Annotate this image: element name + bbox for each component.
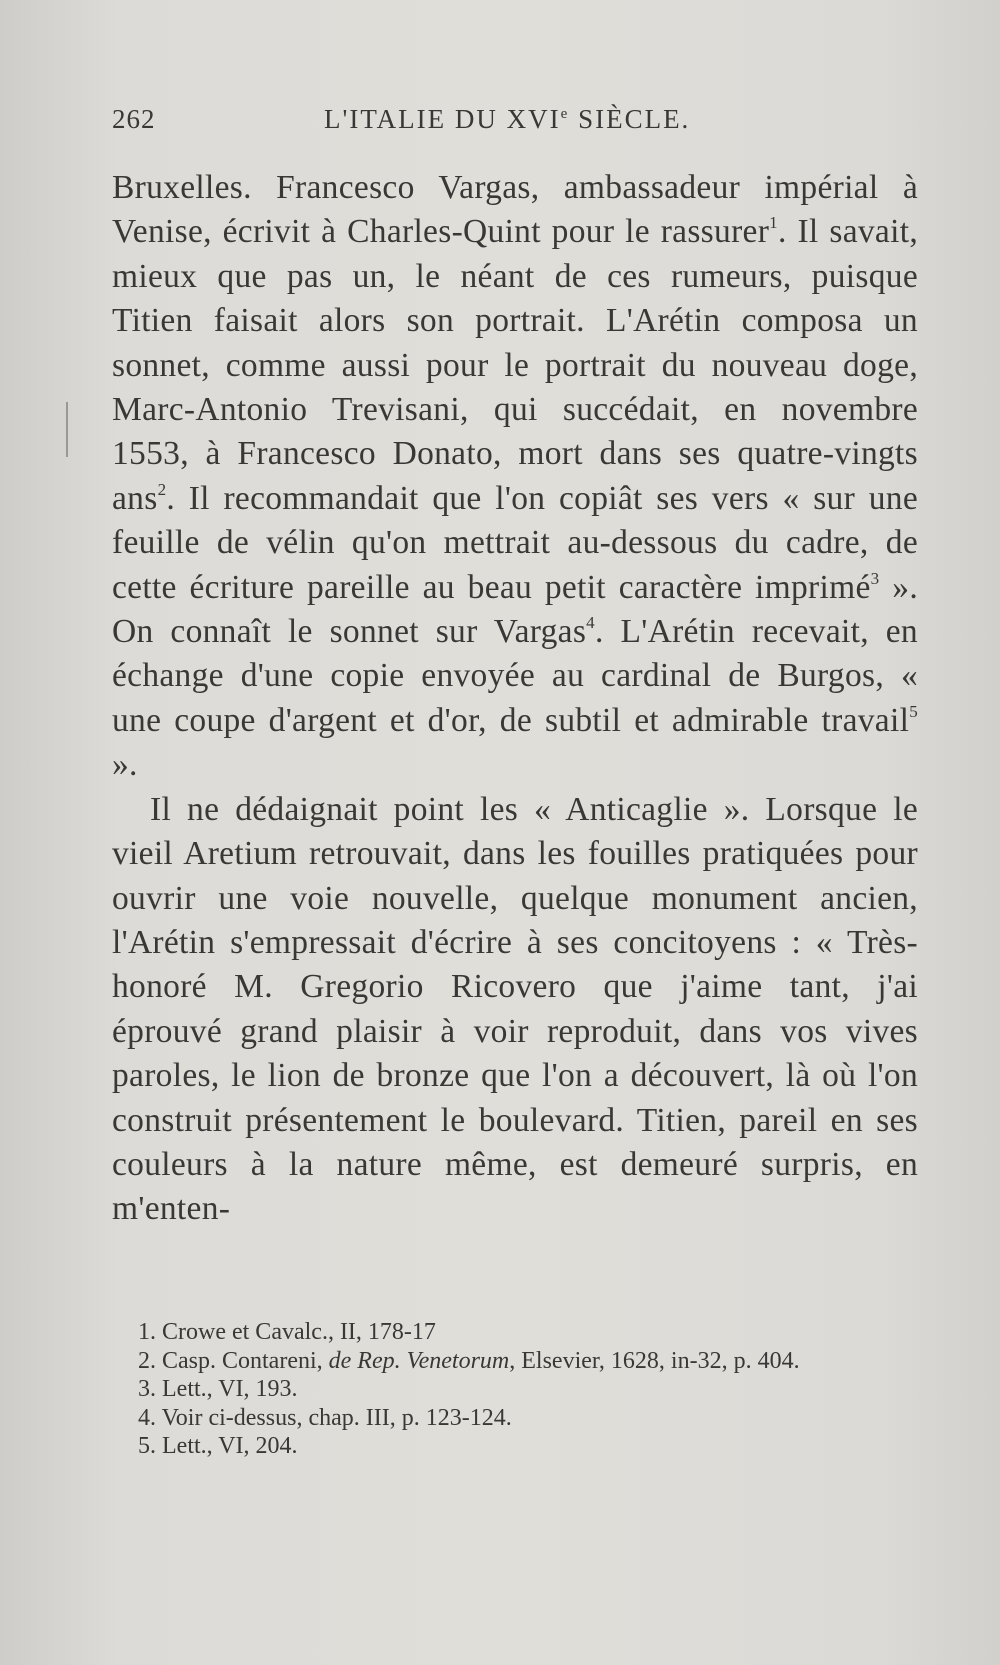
footnote-2	[112, 1347, 918, 1376]
paragraph-1-text-1: Bruxelles. Francesco Vargas, ambassadeur impérial à Venise, écrivit à Charles-Quint pour le rassurer	[112, 169, 918, 251]
footnote-4: 4. Voir ci-dessus, chap. III, p. 123-124.	[138, 1404, 512, 1431]
footnote-ref-5: 5	[909, 701, 918, 721]
running-title	[324, 104, 690, 135]
footnote-2-text-c: , Elsevier, 1628, in-32, p. 404.	[509, 1347, 800, 1374]
footnote-ref-3: 3	[870, 568, 880, 588]
footnote-2-title: de Rep. Venetorum	[328, 1347, 510, 1374]
paragraph-1	[112, 166, 918, 788]
page-header	[112, 104, 912, 144]
paragraph-1-text-6: ».	[112, 746, 138, 784]
running-title-main: L'ITALIE DU XVI	[324, 104, 561, 134]
paragraph-1-text-4: ». On connaît le sonnet sur Vargas	[112, 568, 918, 651]
page-number: 262	[112, 104, 156, 134]
paragraph-1-text-2: . Il savait, mieux que pas un, le néant de ces rumeurs, puisque Titien faisait alors son portrait. L'Arétin composa un sonnet, comme aussi pour le portrait du nouveau doge, Marc-Antonio Trevisani, qui succédait, en novembre 1553, à Francesco Donato, mort dans ses quatre-vingts ans	[112, 213, 918, 517]
footnote-ref-1: 1	[769, 213, 778, 233]
paragraph-1-text-5: . L'Arétin recevait, en échange d'une copie envoyée au cardinal de Burgos, « une coupe d'argent et d'or, de subtil et admirable travail	[112, 613, 918, 739]
paragraph-1-text-3: . Il recommandait que l'on copiât ses vers « sur une feuille de vélin qu'on mettrait au-dessous du cadre, de cette écriture pareille au beau petit caractère imprimé	[112, 479, 918, 606]
margin-mark	[66, 402, 68, 457]
body-text	[112, 166, 918, 1232]
footnote-5: 5. Lett., VI, 204.	[138, 1433, 298, 1459]
footnote-2-text-a: 2. Casp. Contareni,	[138, 1347, 329, 1374]
footnotes	[112, 1318, 918, 1461]
running-title-end: SIÈCLE.	[569, 104, 691, 134]
paragraph-2: Il ne dédaignait point les « Anticaglie ». Lorsque le vieil Aretium retrouvait, dans les fouilles pratiquées pour ouvrir une voie nouvelle, quelque monument ancien, l'Arétin s'empressait d'écrire à ses concitoyens : « Très-honoré M. Gregorio Ricovero que j'aime tant, j'ai éprouvé grand plaisir à voir reproduit, dans vos vives paroles, le lion de bronze que l'on a découvert, là où l'on construit présentement le boulevard. Titien, pareil en ses couleurs à la nature même, est demeuré surpris, en m'enten-	[112, 790, 918, 1228]
footnote-ref-2: 2	[157, 479, 167, 499]
footnote-1: 1. Crowe et Cavalc., II, 178-17	[138, 1319, 436, 1345]
running-title-superscript: e	[560, 106, 570, 122]
footnote-3: 3. Lett., VI, 193.	[138, 1376, 298, 1402]
footnote-ref-4: 4	[586, 613, 595, 633]
